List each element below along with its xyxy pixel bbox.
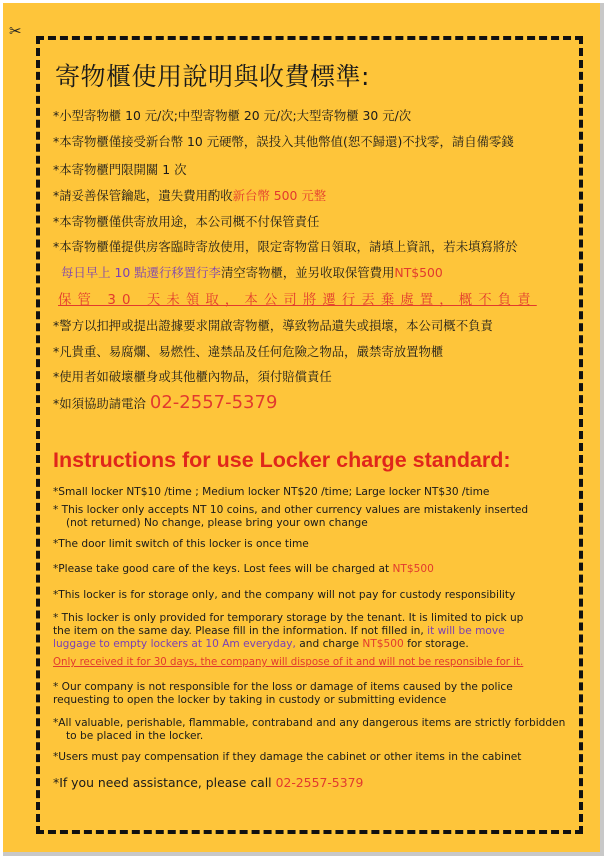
zh-disposal-notice: 保管 30 天未領取，本公司將遷行丟棄處置，概不負責 [58,293,537,308]
en-move-text: it will be move [427,625,505,637]
zh-damage-line: *使用者如破壞櫃身或其他櫃內物品，須付賠償責任 [53,369,332,384]
en-contact-line [53,775,363,790]
en-police-line: * Our company is not responsible for the loss or damage of items caused by the police [53,681,513,693]
zh-clear-line [61,263,443,281]
zh-door-line: *本寄物櫃門限開關 1 次 [53,162,187,177]
zh-temporary-line: *本寄物櫃僅提供房客臨時寄放使用，限定寄物當日領取，請填上資訊，若未填寫將於 [53,239,518,254]
en-key-text: *Please take good care of the keys. Lost fees will be charged at [53,563,390,575]
en-contact-text: *If you need assistance, please call [53,775,272,790]
en-disposal-notice: Only received it for 30 days, the company will dispose of it and will not be responsible for it. [53,657,524,668]
en-coin-line: * This locker only accepts NT 10 coins, and other currency values are mistakenly inserted [53,504,529,516]
zh-clear-text: 清空寄物櫃，並另收取保管費用 [220,265,395,280]
zh-storage-line: *本寄物櫃僅供寄放用途，本公司概不付保管責任 [53,214,320,229]
zh-clear-time: 每日早上 10 點遷行移置行李 [61,265,221,280]
zh-title: 寄物櫃使用說明與收費標準: [55,62,370,91]
en-damage-line: *Users must pay compensation if they damage the cabinet or other items in the cabinet [53,751,522,763]
zh-clear-fee: NT$500 [394,265,443,280]
zh-contact-line [53,392,277,413]
en-phone-number: 02-2557-5379 [275,775,364,790]
zh-police-line: *警方以扣押或提出證據要求開啟寄物櫃，導致物品遺失或損壞，本公司概不負責 [53,318,493,333]
en-charge-fee: NT$500 [362,638,404,650]
zh-phone-number: 02-2557-5379 [149,392,278,413]
en-charge-suffix: for storage. [407,638,469,650]
en-forbidden-line: *All valuable, perishable, flammable, contraband and any dangerous items are strictly forbidden [53,717,566,729]
zh-price-line: *小型寄物櫃 10 元/次;中型寄物櫃 20 元/次;大型寄物櫃 30 元/次 [53,108,412,123]
en-key-line [53,563,434,575]
en-title: Instructions for use Locker charge standard: [53,448,511,472]
en-coin-line-2: (not returned) No change, please bring your own change [66,517,368,529]
en-door-line: *The door limit switch of this locker is once time [53,538,309,550]
en-move-time: luggage to empty lockers at 10 Am everyday, [53,638,296,650]
en-temporary-line: * This locker is only provided for temporary storage by the tenant. It is limited to pick up [53,612,524,624]
zh-contact-text: *如須協助請電洽 [53,396,146,411]
en-forbidden-line-2: to be placed in the locker. [66,730,204,742]
en-storage-line: *This locker is for storage only, and the company will not pay for custody responsibility [53,589,516,601]
en-temporary-line-2 [53,625,505,637]
en-fill-text: the item on the same day. Please fill in the information. If not filled in, [53,625,424,637]
zh-coin-line: *本寄物櫃僅接受新台幣 10 元硬幣，誤投入其他幣值(恕不歸還)不找零，請自備零錢 [53,134,514,149]
en-police-line-2: requesting to open the locker by taking in custody or submitting evidence [53,694,447,706]
zh-key-text: *請妥善保管鑰匙，遺失費用酌收 [53,188,233,203]
en-temporary-line-3 [53,638,469,650]
scissors-icon: ✂ [9,22,22,40]
zh-key-fee: 新台幣 500 元整 [232,188,327,203]
zh-forbidden-line: *凡貴重、易腐爛、易燃性、違禁品及任何危險之物品，嚴禁寄放置物櫃 [53,344,444,359]
zh-key-line [53,186,326,204]
en-charge-text: and charge [299,638,360,650]
en-key-fee: NT$500 [392,563,434,575]
en-price-line: *Small locker NT$10 /time ; Medium locker NT$20 /time; Large locker NT$30 /time [53,486,490,498]
